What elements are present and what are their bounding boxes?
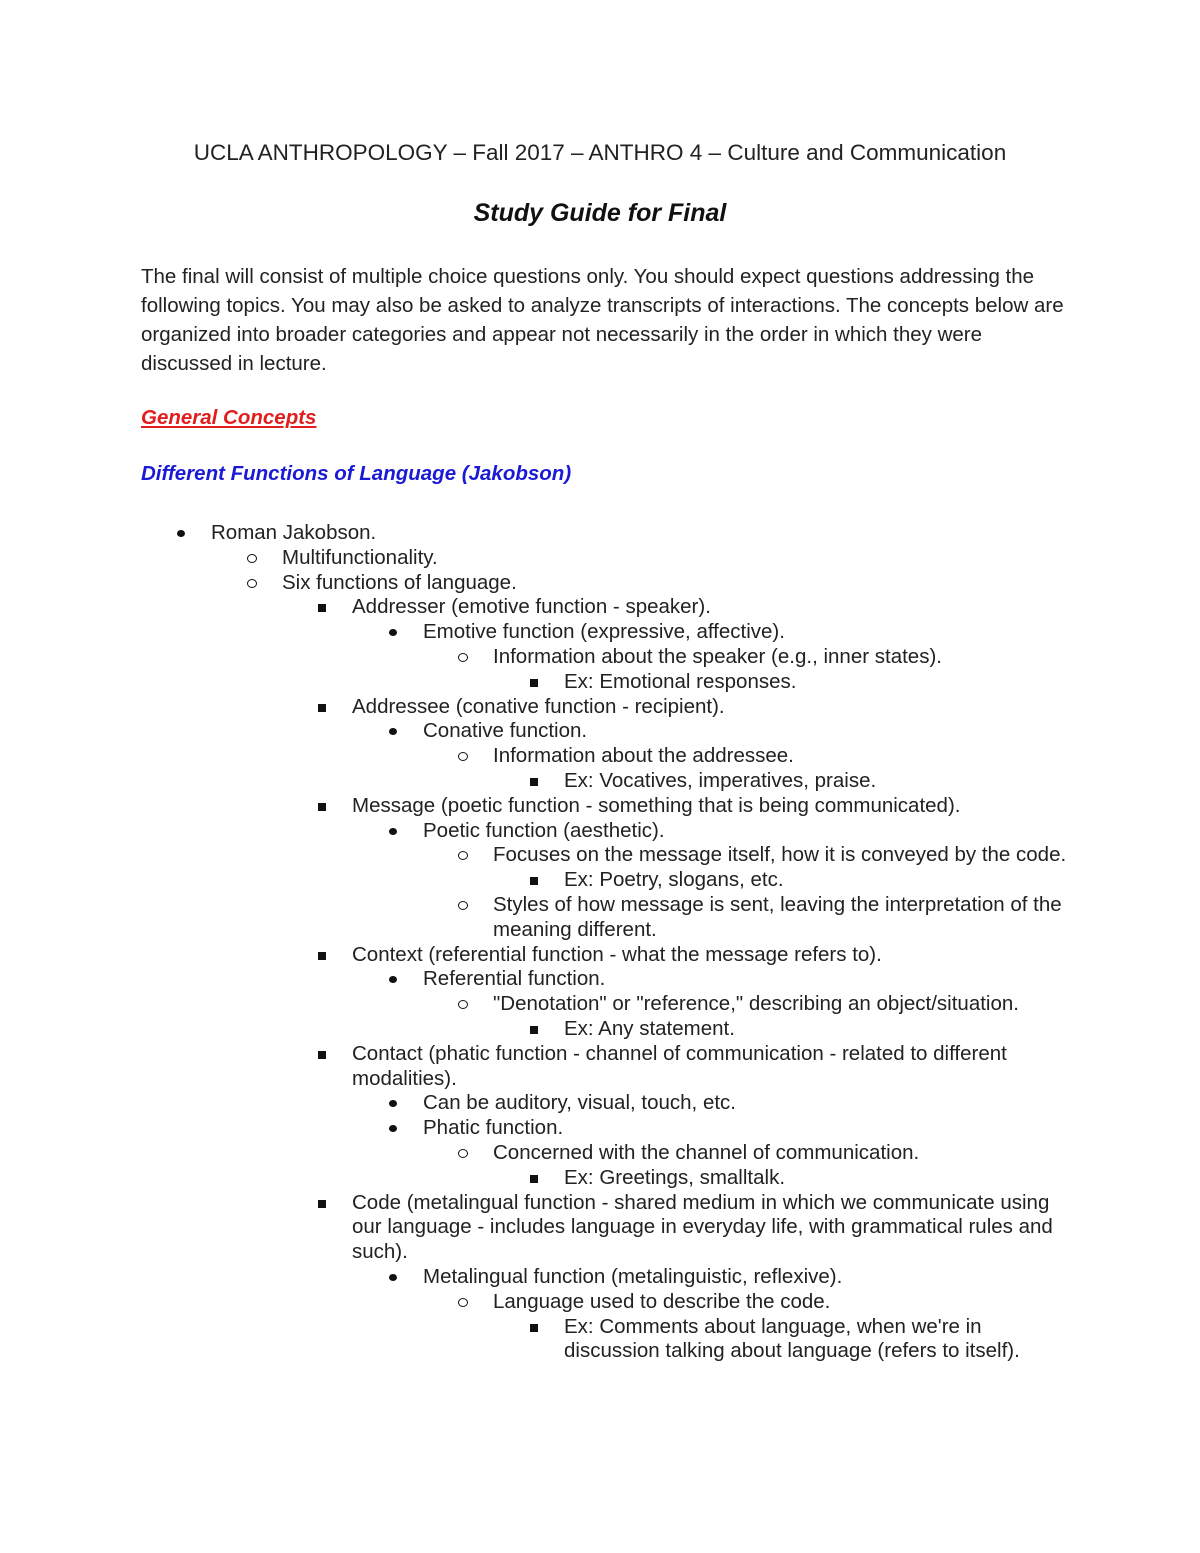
outline-item-text: Ex: Comments about language, when we're in discussion talking about language (refers to itself). (564, 1314, 1020, 1363)
outline-item-text: Addressee (conative function - recipient). (352, 694, 725, 718)
intro-paragraph: The final will consist of multiple choice questions only. You should expect questions addressing the following topics. You may also be asked to analyze transcripts of interactions. The concepts below are organized into broader categories and appear not necessarily in the order in which they were discussed in lecture. (141, 265, 1064, 375)
outline-item-text: Language used to describe the code. (493, 1289, 831, 1313)
outline-item-text: Styles of how message is sent, leaving the interpretation of the meaning different. (493, 892, 1062, 941)
outline-item (0, 769, 1200, 794)
outline-item (0, 1042, 1200, 1092)
outline-item-text: Phatic function. (423, 1116, 564, 1140)
outline-item (0, 868, 1200, 893)
outline-item-text: Multifunctionality. (282, 545, 438, 569)
outline-item-text: Focuses on the message itself, how it is conveyed by the code. (493, 843, 1067, 867)
outline-item-text: Code (metalingual function - shared medium in which we communicate using our language - includes language in everyday life, with grammatical rules and such). (352, 1190, 1053, 1264)
outline-item (0, 893, 1200, 943)
outline-item-text: Conative function. (423, 719, 588, 743)
outline-item-text: Referential function. (423, 967, 606, 991)
outline-item (0, 1290, 1200, 1315)
outline-item (0, 1017, 1200, 1042)
subsection-heading-jakobson: Different Functions of Language (Jakobson) (141, 462, 572, 485)
outline-item-text: Information about the speaker (e.g., inner states). (493, 644, 942, 668)
outline-item-text: Metalingual function (metalinguistic, reflexive). (423, 1264, 843, 1288)
outline-item-text: Poetic function (aesthetic). (423, 818, 665, 842)
outline-item-text: Ex: Emotional responses. (564, 669, 797, 693)
outline-item (0, 992, 1200, 1017)
outline-item (0, 843, 1200, 868)
outline-item (0, 943, 1200, 968)
section-heading-general-concepts: General Concepts (141, 406, 317, 429)
outline-item (0, 967, 1200, 992)
document-title: Study Guide for Final (473, 199, 727, 227)
outline-item (0, 1265, 1200, 1290)
outline-item-text: Ex: Poetry, slogans, etc. (564, 868, 784, 892)
outline-item-text: Emotive function (expressive, affective). (423, 620, 785, 644)
outline-item-text: Contact (phatic function - channel of communication - related to different modalities). (352, 1041, 1007, 1090)
outline-list (0, 521, 1200, 1364)
outline-item (0, 595, 1200, 620)
outline-item-text: Information about the addressee. (493, 744, 794, 768)
outline-item-text: Six functions of language. (282, 570, 517, 594)
outline-item (0, 819, 1200, 844)
outline-item-text: Message (poetic function - something that is being communicated). (352, 793, 961, 817)
outline-item (0, 546, 1200, 571)
outline-item-text: "Denotation" or "reference," describing an object/situation. (493, 992, 1019, 1016)
outline-item (0, 1116, 1200, 1141)
outline-item-text: Ex: Any statement. (564, 1016, 735, 1040)
outline-item-text: Concerned with the channel of communication. (493, 1140, 920, 1164)
outline-item-text: Addresser (emotive function - speaker). (352, 595, 711, 619)
outline-item (0, 1141, 1200, 1166)
outline-item-text: Roman Jakobson. (211, 521, 377, 544)
outline-item (0, 1315, 1200, 1365)
outline-item (0, 521, 1200, 546)
outline-item-text: Can be auditory, visual, touch, etc. (423, 1091, 736, 1115)
outline-item (0, 744, 1200, 769)
outline-item (0, 620, 1200, 645)
outline-item-text: Context (referential function - what the message refers to). (352, 942, 882, 966)
outline-item (0, 794, 1200, 819)
outline-item (0, 670, 1200, 695)
outline-item (0, 645, 1200, 670)
course-header: UCLA ANTHROPOLOGY – Fall 2017 – ANTHRO 4 – Culture and Communication (193, 140, 1007, 165)
outline-item (0, 695, 1200, 720)
outline-item (0, 1166, 1200, 1191)
outline-item-text: Ex: Greetings, smalltalk. (564, 1165, 786, 1189)
outline-item (0, 1191, 1200, 1265)
outline-item (0, 1091, 1200, 1116)
outline-item (0, 719, 1200, 744)
outline-item-text: Ex: Vocatives, imperatives, praise. (564, 768, 877, 792)
outline-item (0, 571, 1200, 596)
